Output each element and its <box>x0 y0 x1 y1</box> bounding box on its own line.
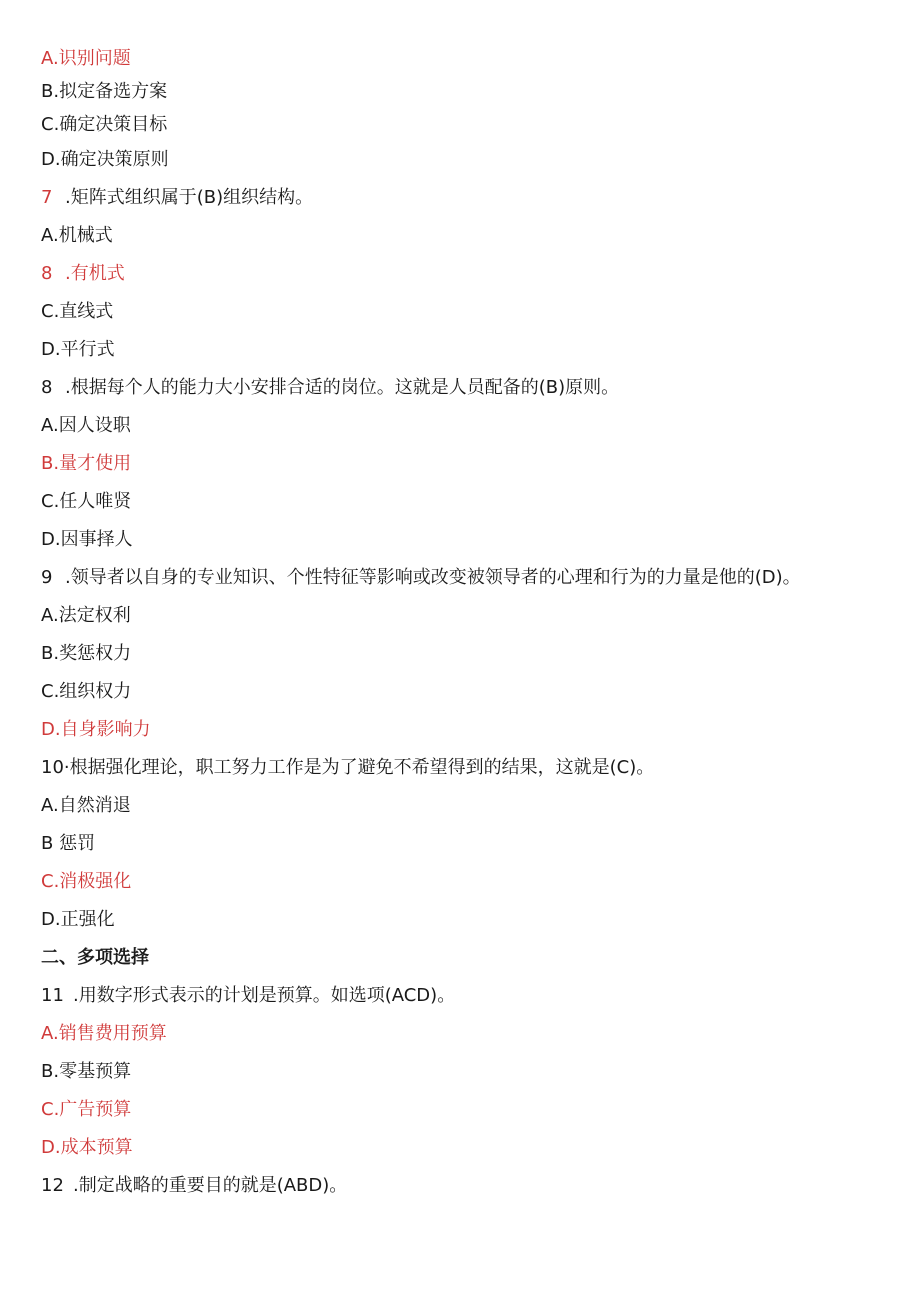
option-number: 8 <box>41 263 53 284</box>
question-text: .矩阵式组织属于(B)组织结构。 <box>65 187 314 208</box>
q7-option-a: A.机械式 <box>41 225 113 246</box>
q10-option-d: D.正强化 <box>41 909 115 930</box>
question-7 <box>41 186 313 210</box>
q7-option-d: D.平行式 <box>41 339 115 360</box>
q8-option-d: D.因事择人 <box>41 529 133 550</box>
question-text: .制定战略的重要目的就是(ABD)。 <box>73 1175 348 1196</box>
question-text: .根据每个人的能力大小安排合适的岗位。这就是人员配备的(B)原则。 <box>65 377 620 398</box>
option-text: .有机式 <box>65 263 125 284</box>
q6-option-c: C.确定决策目标 <box>41 114 168 135</box>
q10-option-b: B 惩罚 <box>41 833 96 854</box>
question-12 <box>41 1174 347 1198</box>
q11-option-b: B.零基预算 <box>41 1061 132 1082</box>
q8-option-c: C.任人唯贤 <box>41 491 132 512</box>
q6-option-a: A.识别问题 <box>41 48 131 69</box>
section-heading: 二、多项选择 <box>41 947 149 968</box>
q8-option-b: B.量才使用 <box>41 453 132 474</box>
question-number: 11 <box>41 985 64 1006</box>
question-10: 10·根据强化理论，职工努力工作是为了避免不希望得到的结果，这就是(C)。 <box>41 757 655 778</box>
q7-option-b <box>41 262 125 286</box>
q11-option-a: A.销售费用预算 <box>41 1023 167 1044</box>
question-9 <box>41 566 801 590</box>
q6-option-b: B.拟定备选方案 <box>41 81 168 102</box>
q8-option-a: A.因人设职 <box>41 415 131 436</box>
q10-option-a: A.自然消退 <box>41 795 131 816</box>
question-text: .用数字形式表示的计划是预算。如选项(ACD)。 <box>73 985 456 1006</box>
q11-option-c: C.广告预算 <box>41 1099 132 1120</box>
q9-option-a: A.法定权利 <box>41 605 131 626</box>
q11-option-d: D.成本预算 <box>41 1137 133 1158</box>
q10-option-c: C.消极强化 <box>41 871 132 892</box>
q9-option-c: C.组织权力 <box>41 681 132 702</box>
question-8 <box>41 376 619 400</box>
question-number: 9 <box>41 567 53 588</box>
question-number: 7 <box>41 187 53 208</box>
q9-option-b: B.奖惩权力 <box>41 643 132 664</box>
question-number: 8 <box>41 377 53 398</box>
question-text: .领导者以自身的专业知识、个性特征等影响或改变被领导者的心理和行为的力量是他的(D)。 <box>65 567 801 588</box>
q6-option-d: D.确定决策原则 <box>41 149 169 170</box>
question-11 <box>41 984 455 1008</box>
question-number: 12 <box>41 1175 64 1196</box>
q9-option-d: D.自身影响力 <box>41 719 151 740</box>
q7-option-c: C.直线式 <box>41 301 114 322</box>
